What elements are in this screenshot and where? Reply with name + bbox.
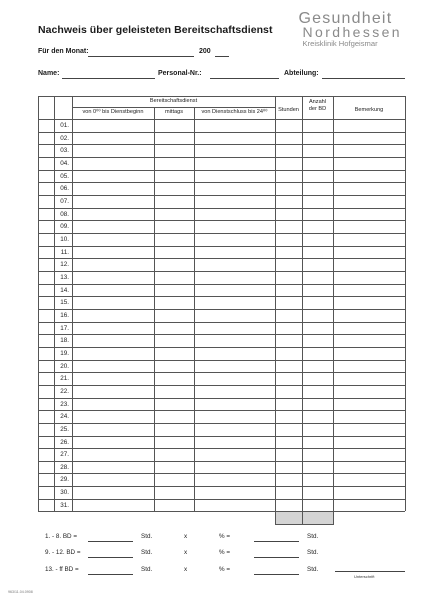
column-divider: [154, 107, 155, 511]
summary-hours-input[interactable]: [88, 557, 133, 558]
logo-line-1: Gesundheit: [298, 10, 393, 27]
day-number: 06.: [60, 185, 69, 193]
column-divider: [333, 96, 334, 511]
summary-label: 13. - ff BD =: [45, 566, 79, 573]
header-count: Anzahl der BD: [308, 99, 327, 112]
header-remark: Bemerkung: [354, 107, 384, 113]
summary-unit: Std.: [141, 549, 153, 556]
column-divider: [405, 96, 406, 511]
personal-nr-label: Personal-Nr.:: [158, 70, 202, 77]
month-input-line[interactable]: [88, 56, 194, 57]
row-divider: [38, 436, 405, 437]
summary-unit: Std.: [141, 566, 153, 573]
row-divider: [38, 182, 405, 183]
total-hours-cell[interactable]: [275, 511, 303, 525]
day-number: 13.: [60, 273, 69, 281]
logo: [299, 12, 403, 49]
month-label: Für den Monat:: [38, 48, 89, 55]
summary-percent: % =: [219, 533, 231, 540]
column-divider: [194, 107, 195, 511]
summary-label: 9. - 12. BD =: [45, 549, 81, 556]
row-divider: [38, 322, 405, 323]
logo-line-2: Nordhessen: [302, 24, 402, 40]
department-input-line[interactable]: [322, 78, 405, 79]
name-label: Name:: [38, 70, 60, 77]
summary-result-input[interactable]: [254, 574, 299, 575]
day-number: 25.: [60, 425, 69, 433]
row-divider: [38, 157, 405, 158]
day-number: 26.: [60, 438, 69, 446]
row-divider: [38, 410, 405, 411]
row-divider: [38, 144, 405, 145]
column-divider: [38, 96, 39, 511]
day-number: 27.: [60, 451, 69, 459]
form-code: 963/11.04.0908: [8, 590, 33, 594]
day-number: 04.: [60, 159, 69, 167]
summary-result-input[interactable]: [254, 541, 299, 542]
row-divider: [38, 486, 405, 487]
table-top-border: [38, 96, 405, 97]
summary-times: x: [184, 566, 188, 573]
form-title: Nachweis über geleisteten Bereitschaftsdienst: [38, 24, 273, 36]
row-divider: [38, 334, 405, 335]
summary-times: x: [184, 549, 188, 556]
row-divider: [38, 208, 405, 209]
header-from-midnight: von 0⁰⁰ bis Dienstbeginn: [82, 109, 144, 115]
row-divider: [38, 246, 405, 247]
year-input-line[interactable]: [215, 56, 229, 57]
day-number: 22.: [60, 387, 69, 395]
row-divider: [38, 347, 405, 348]
row-divider: [38, 461, 405, 462]
row-divider: [38, 258, 405, 259]
row-divider: [38, 372, 405, 373]
day-number: 08.: [60, 210, 69, 218]
summary-result-input[interactable]: [254, 557, 299, 558]
row-divider: [38, 360, 405, 361]
row-divider: [38, 448, 405, 449]
day-number: 05.: [60, 172, 69, 180]
summary-hours-input[interactable]: [88, 574, 133, 575]
header-bereitschaftsdienst: Bereitschaftsdienst: [149, 98, 198, 104]
day-number: 03.: [60, 147, 69, 155]
summary-label: 1. - 8. BD =: [45, 533, 78, 540]
column-divider: [302, 96, 303, 511]
row-divider: [38, 233, 405, 234]
row-divider: [38, 296, 405, 297]
header-midday: mittags: [164, 109, 184, 115]
column-divider: [72, 96, 73, 511]
day-number: 30.: [60, 489, 69, 497]
day-number: 01.: [60, 122, 69, 129]
day-number: 12.: [60, 261, 69, 269]
day-number: 11.: [60, 248, 69, 256]
day-number: 15.: [60, 299, 69, 307]
department-label: Abteilung:: [284, 70, 319, 77]
row-divider: [38, 284, 405, 285]
header-hours: Stunden: [278, 107, 299, 113]
summary-unit: Std.: [141, 533, 153, 540]
row-divider: [38, 423, 405, 424]
summary-result-unit: Std.: [307, 549, 319, 556]
row-divider: [38, 398, 405, 399]
group-header-divider: [72, 107, 275, 108]
logo-line-3: Kreisklinik Hofgeismar: [302, 39, 378, 48]
row-divider: [38, 385, 405, 386]
summary-times: x: [184, 533, 188, 540]
name-input-line[interactable]: [62, 78, 155, 79]
day-number: 14.: [60, 286, 69, 294]
row-divider: [38, 220, 405, 221]
row-divider: [38, 499, 405, 500]
row-divider: [38, 195, 405, 196]
day-number: 18.: [60, 337, 69, 345]
summary-hours-input[interactable]: [88, 541, 133, 542]
header-bottom-border: [38, 119, 405, 120]
day-number: 31.: [60, 501, 69, 509]
day-number: 02.: [60, 134, 69, 142]
year-prefix: 200: [199, 48, 211, 55]
row-divider: [38, 511, 405, 512]
header-to-midnight: von Dienstschluss bis 24⁰⁰: [201, 109, 268, 115]
day-number: 07.: [60, 197, 69, 205]
day-number: 09.: [60, 223, 69, 231]
total-count-cell[interactable]: [302, 511, 334, 525]
summary-result-unit: Std.: [307, 566, 319, 573]
day-number: 23.: [60, 400, 69, 408]
day-number: 29.: [60, 476, 69, 484]
row-divider: [38, 132, 405, 133]
column-divider: [275, 96, 276, 511]
row-divider: [38, 170, 405, 171]
row-divider: [38, 309, 405, 310]
day-number: 10.: [60, 235, 69, 243]
summary-result-unit: Std.: [307, 533, 319, 540]
summary-percent: % =: [219, 549, 231, 556]
personal-nr-input-line[interactable]: [210, 78, 279, 79]
day-number: 24.: [60, 413, 69, 421]
day-number: 28.: [60, 463, 69, 471]
day-number: 19.: [60, 349, 69, 357]
signature-label: Unterschrift: [354, 574, 375, 579]
day-number: 20.: [60, 362, 69, 370]
row-divider: [38, 271, 405, 272]
summary-percent: % =: [219, 566, 231, 573]
day-number: 21.: [60, 375, 69, 383]
day-number: 17.: [60, 324, 69, 332]
row-divider: [38, 473, 405, 474]
day-number: 16.: [60, 311, 69, 319]
signature-line[interactable]: [335, 571, 405, 572]
